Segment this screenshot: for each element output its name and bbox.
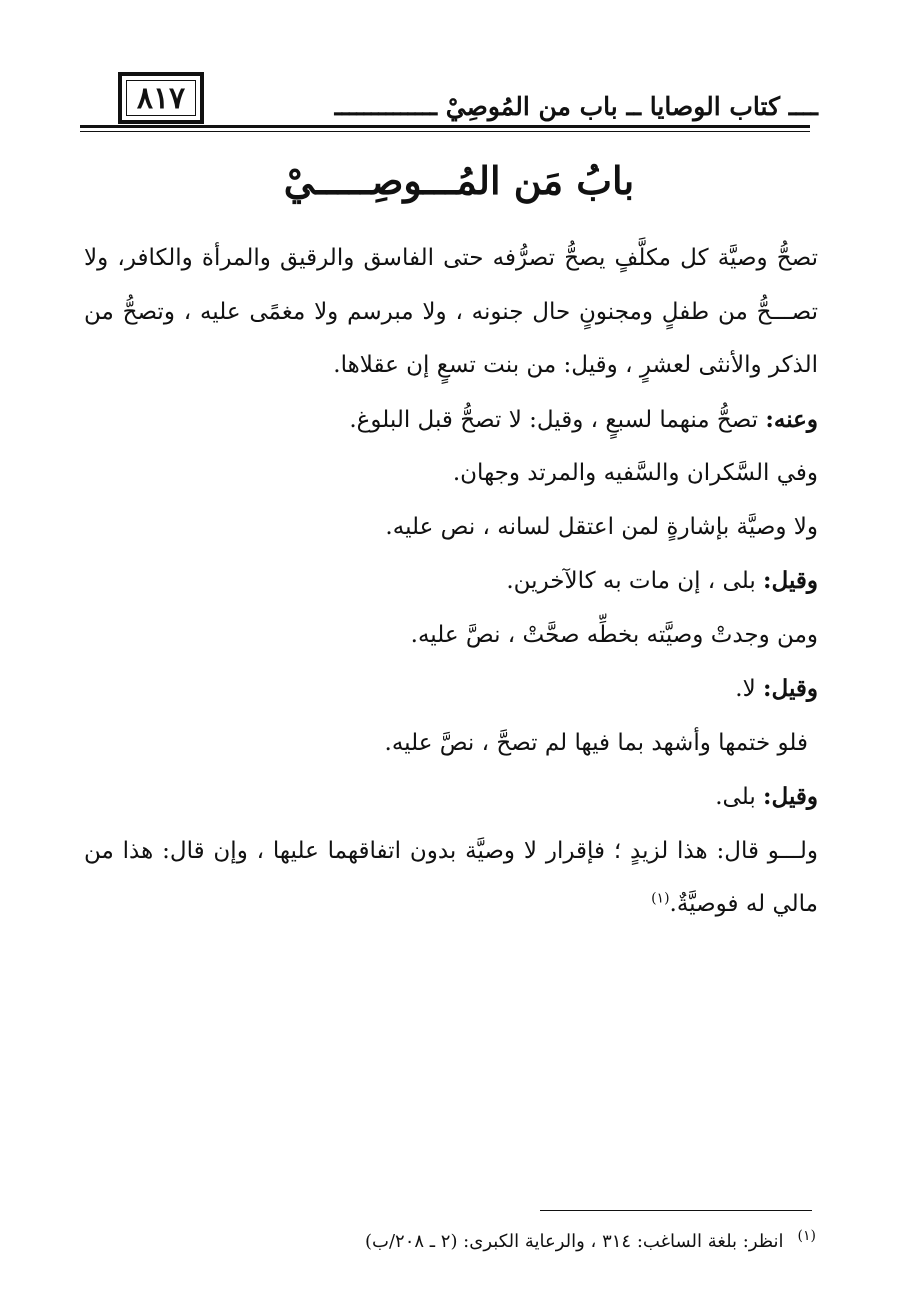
paragraph-4: ولا وصيَّة بإشارةٍ لمن اعتقل لسانه ، نص عليه.: [385, 513, 818, 540]
page-number: ٨١٧: [136, 80, 186, 116]
paragraph-8: فلو ختمها وأشهد بما فيها لم تصحَّ ، نصَّ عليه.: [384, 729, 808, 756]
paragraph-2-text: تصحُّ منهما لسبعٍ ، وقيل: لا تصحُّ قبل البلوغ.: [349, 406, 766, 433]
paragraph-10: [84, 825, 818, 932]
paragraph-7-text: لا.: [735, 676, 764, 702]
header-rule-thick: [80, 125, 810, 128]
paragraph-9-keyword: وقيل:: [763, 783, 818, 810]
body-text: [84, 232, 818, 932]
paragraph-3: وفي السَّكران والسَّفيه والمرتد وجهان.: [452, 460, 818, 486]
paragraph-10-text: ولـــو قال: هذا لزيدٍ ؛ فإقرار لا وصيَّة بدون اتفاقهما عليها ، وإن قال: هذا من مالي له فوصيَّةٌ.: [84, 837, 818, 917]
footnote-text: انظر: بلغة الساغب: ٣١٤ ، والرعاية الكبرى: (٢ ـ ٢٠٨/ب): [364, 1231, 784, 1252]
paragraph-5-keyword: وقيل:: [763, 567, 818, 594]
paragraph-7: [84, 662, 818, 717]
footnote-separator: [540, 1210, 812, 1211]
paragraph-1: تصحُّ وصيَّة كل مكلَّفٍ يصحُّ تصرُّفه حتى الفاسق والرقيق والمرأة والكافر، ولا تصـــحُّ من طفلٍ ومجنونٍ حال جنونه ، ولا مبرسم ولا مغمًى عليه ، وتصحُّ من الذكر والأنثى لعشرٍ ، وقيل: من بنت تسعٍ إن عقلاها.: [84, 245, 818, 378]
paragraph-9-text: بلى.: [715, 784, 764, 810]
paragraph-7-keyword: وقيل:: [763, 675, 818, 702]
paragraph-9: [84, 770, 818, 825]
header-rule-thin: [80, 131, 810, 132]
footnote-reference[interactable]: (١): [651, 890, 670, 907]
paragraph-2: [84, 393, 818, 448]
footnote-marker: (١): [797, 1228, 816, 1244]
footnote: [365, 1228, 816, 1252]
running-head: ــــ كتاب الوصايا ــ باب من المُوصِيْ ــــــــــــــ: [334, 92, 818, 121]
paragraph-5: [84, 554, 818, 609]
chapter-title: بابُ مَن المُـــوصِـــــيْ: [283, 158, 635, 203]
paragraph-2-keyword: وعنه:: [765, 405, 818, 433]
paragraph-5-text: بلى ، إن مات به كالآخرين.: [506, 568, 764, 594]
page-number-box: [118, 72, 204, 124]
paragraph-6: ومن وجدتْ وصيَّته بخطِّه صحَّتْ ، نصَّ عليه.: [410, 621, 818, 648]
